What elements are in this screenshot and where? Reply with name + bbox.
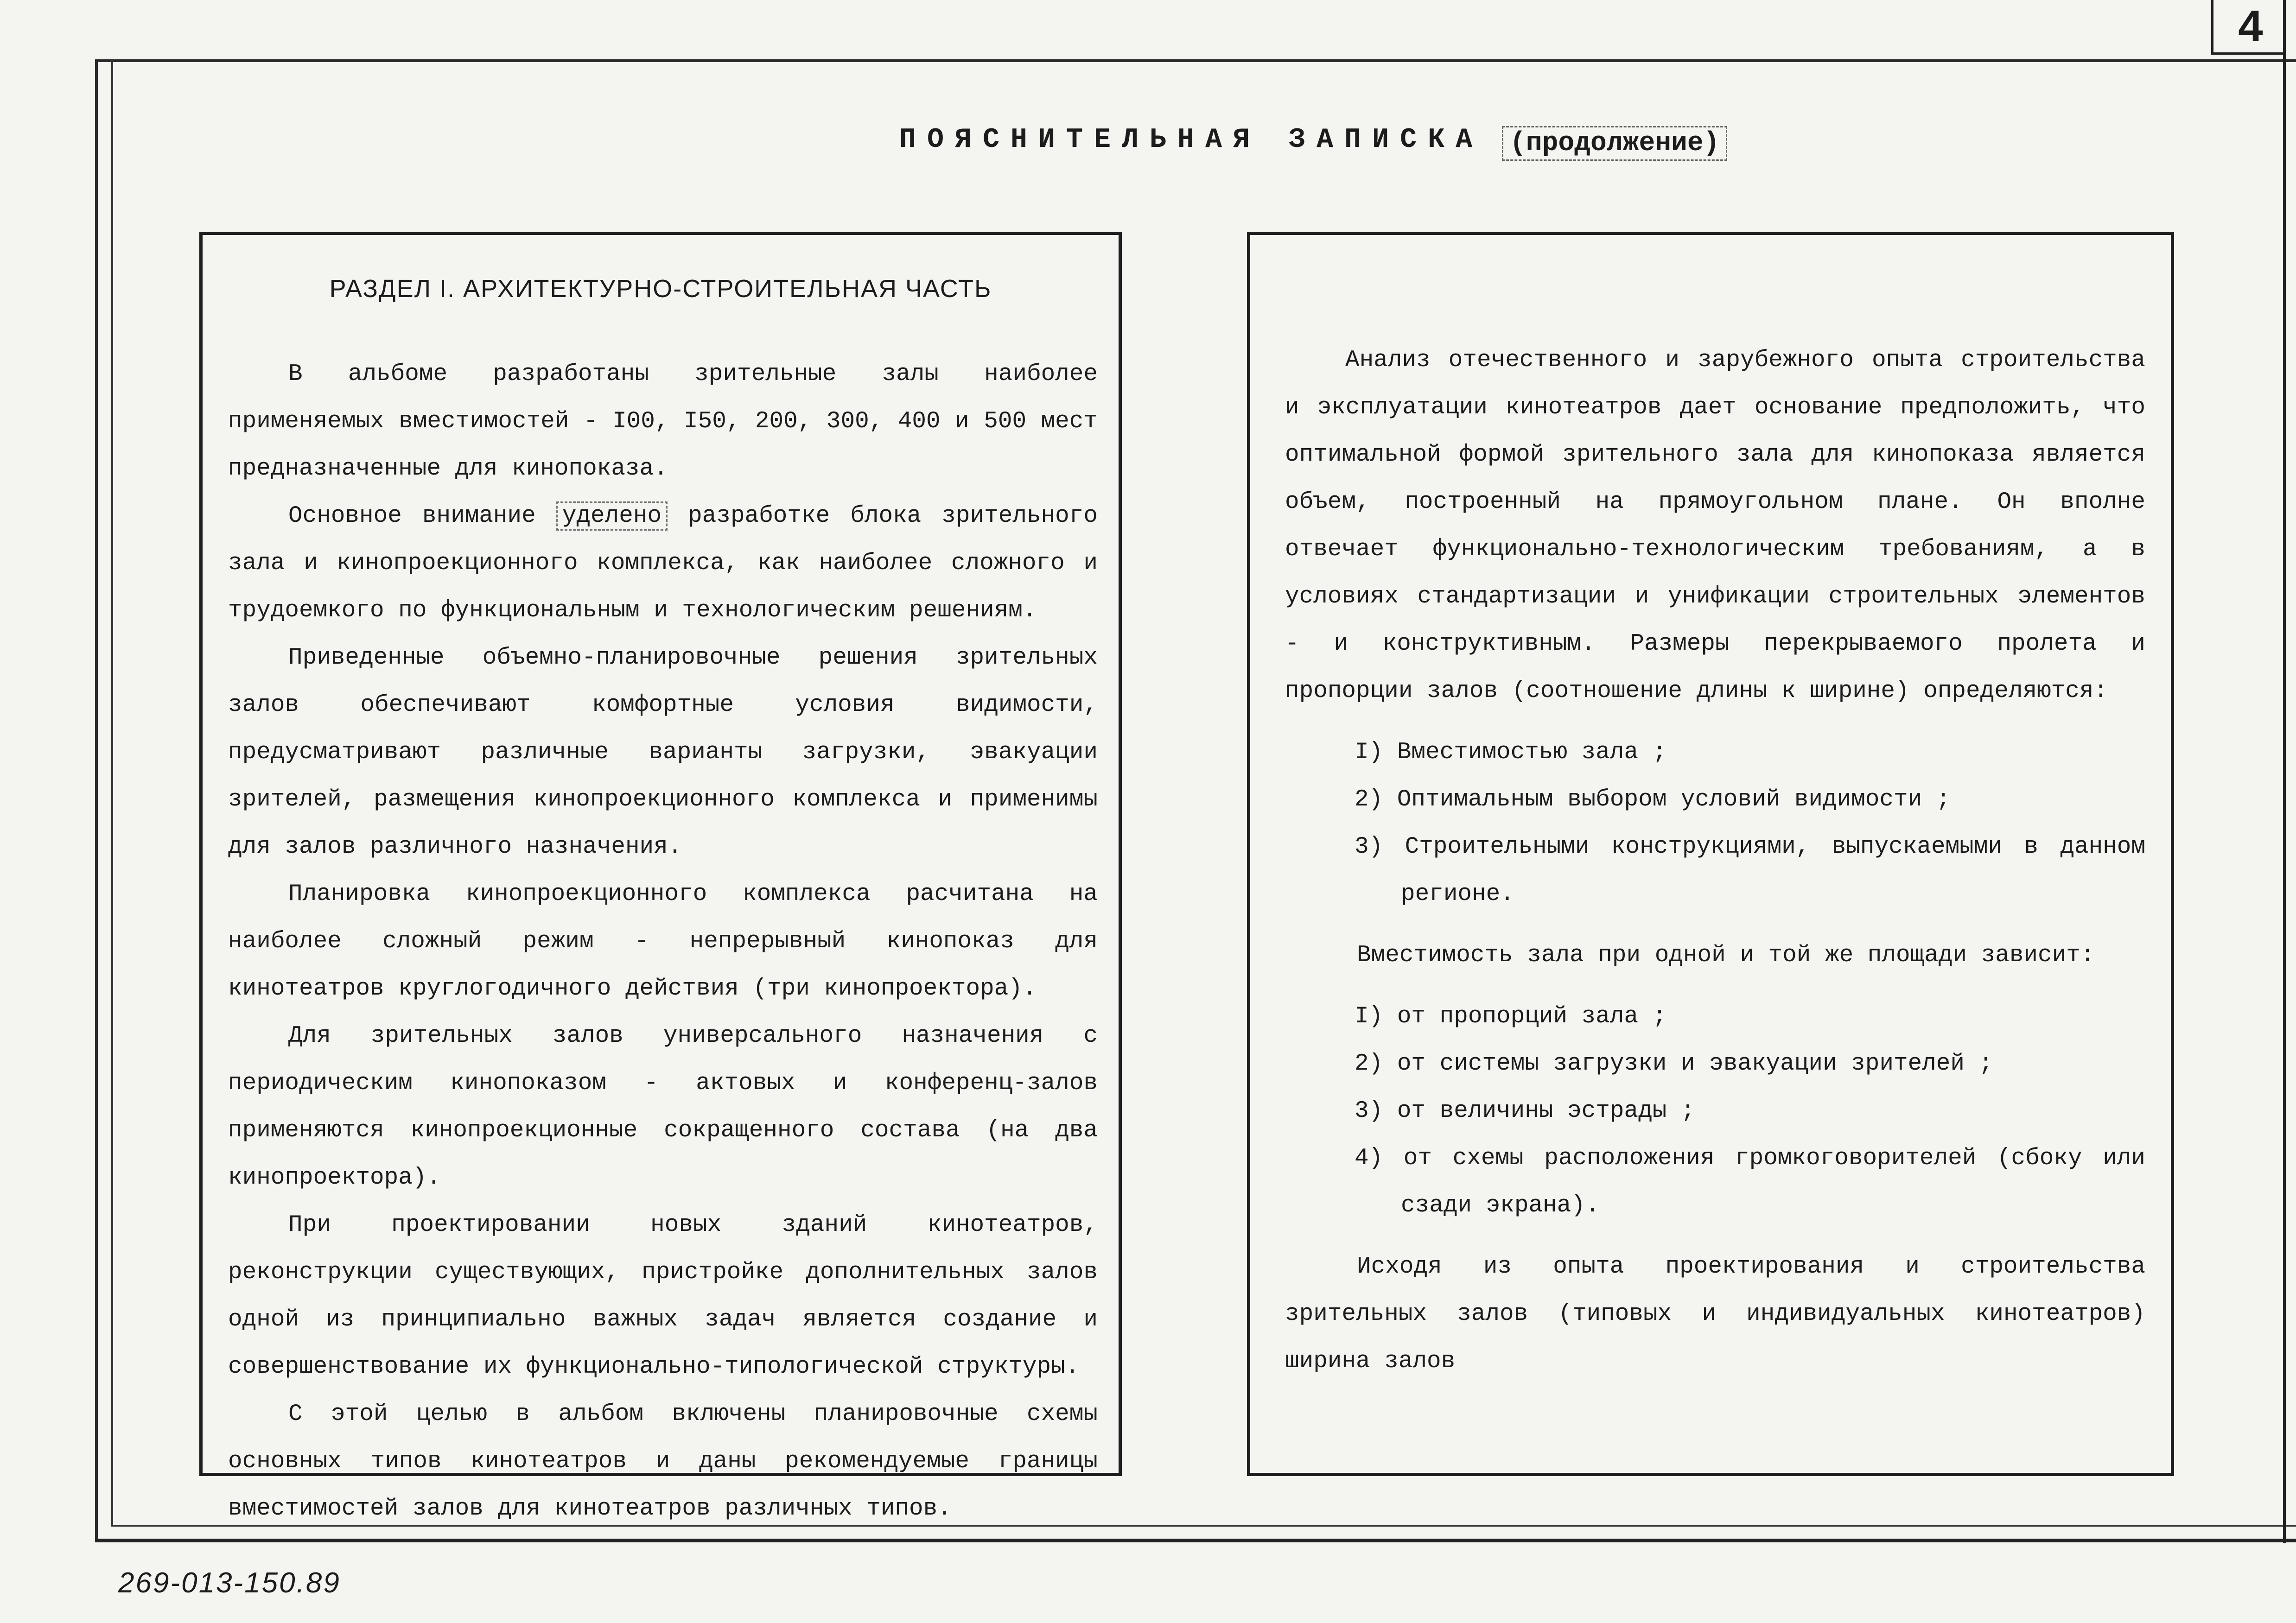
paragraph: Исходя из опыта проектирования и строительства зрительных залов (типовых и индивидуальных кинотеатров) ширина залов xyxy=(1285,1254,2145,1375)
right-body xyxy=(1285,337,2145,1385)
page-heading-suffix: (продолжение) xyxy=(1502,126,1727,161)
frame-inner-left-line xyxy=(111,59,113,1526)
left-body xyxy=(228,351,1098,1533)
list-item: 4) от схемы расположения громкоговорителей (сбоку или сзади экрана). xyxy=(1355,1145,2145,1219)
section-title: РАЗДЕЛ I. АРХИТЕКТУРНО-СТРОИТЕЛЬНАЯ ЧАСТЬ xyxy=(329,275,992,303)
paragraph: При проектировании новых зданий кинотеатров, реконструкции существующих, пристройке дополнительных залов одной из принципиально важных задач является создание и совершенствование их функционально-типологической структуры. xyxy=(228,1212,1098,1380)
list-item: 2) Оптимальным выбором условий видимости ; xyxy=(1355,786,1951,813)
right-text-panel xyxy=(1247,232,2174,1476)
list-item: 2) от системы загрузки и эвакуации зрителей ; xyxy=(1355,1051,1993,1077)
page-heading: ПОЯСНИТЕЛЬНАЯ ЗАПИСКА xyxy=(899,124,1484,156)
paragraph: Анализ отечественного и зарубежного опыта строительства и эксплуатации кинотеатров дает основание предположить, что оптимальной формой зрительного зала для кинопоказа является объем, построенный на прямоугольном плане. Он вполне отвечает функционально-технологическим требованиям, а в условиях стандартизации и унификации строительных элементов - и конструктивным. Размеры перекрываемого пролета и пропорции залов (соотношение длины к ширине) определяются: xyxy=(1285,347,2145,704)
paragraph-end: разработке блока зрительного зала и кинопроекционного комплекса, как наиболее сложного и трудоемкого по функциональным и технологическим решениям. xyxy=(228,503,1098,624)
dimension-factors-list xyxy=(1285,729,2145,918)
paragraph xyxy=(228,493,1098,634)
boxed-word: уделено xyxy=(556,501,668,531)
list-item: 3) от величины эстрады ; xyxy=(1355,1098,1695,1124)
paragraph-start: Основное внимание xyxy=(288,503,536,529)
list-item: I) Вместимостью зала ; xyxy=(1355,739,1667,766)
list-item: 3) Строительными конструкциями, выпускаемыми в данном регионе. xyxy=(1355,834,2145,907)
page-number: 4 xyxy=(2238,1,2263,51)
document-code: 269-013-150.89 xyxy=(118,1567,341,1599)
paragraph: С этой целью в альбом включены планировочные схемы основных типов кинотеатров и даны рекомендуемые границы вместимостей залов для кинотеатров различных типов. xyxy=(228,1401,1098,1522)
list-item: I) от пропорций зала ; xyxy=(1355,1003,1667,1030)
frame-right-edge xyxy=(2283,0,2286,1543)
paragraph: Планировка кинопроекционного комплекса расчитана на наиболее сложный режим - непрерывный кинопоказ для кинотеатров круглогодичного действия (три кинопроектора). xyxy=(228,881,1098,1002)
capacity-factors-list xyxy=(1285,993,2145,1230)
paragraph: Для зрительных залов универсального назначения с периодическим кинопоказом - актовых и конференц-залов применяются кинопроекционные сокращенного состава (на два кинопроектора). xyxy=(228,1023,1098,1191)
paragraph: Приведенные объемно-планировочные решения зрительных залов обеспечивают комфортные условия видимости, предусматривают различные варианты загрузки, эвакуации зрителей, размещения кинопроекционного комплекса и применимы для залов различного назначения. xyxy=(228,645,1098,860)
paragraph: Вместимость зала при одной и той же площади зависит: xyxy=(1357,942,2095,969)
paragraph: В альбоме разработаны зрительные залы наиболее применяемых вместимостей - I00, I50, 200, 300, 400 и 500 мест предназначенные для кинопоказа. xyxy=(228,361,1098,482)
left-text-panel xyxy=(199,232,1122,1522)
